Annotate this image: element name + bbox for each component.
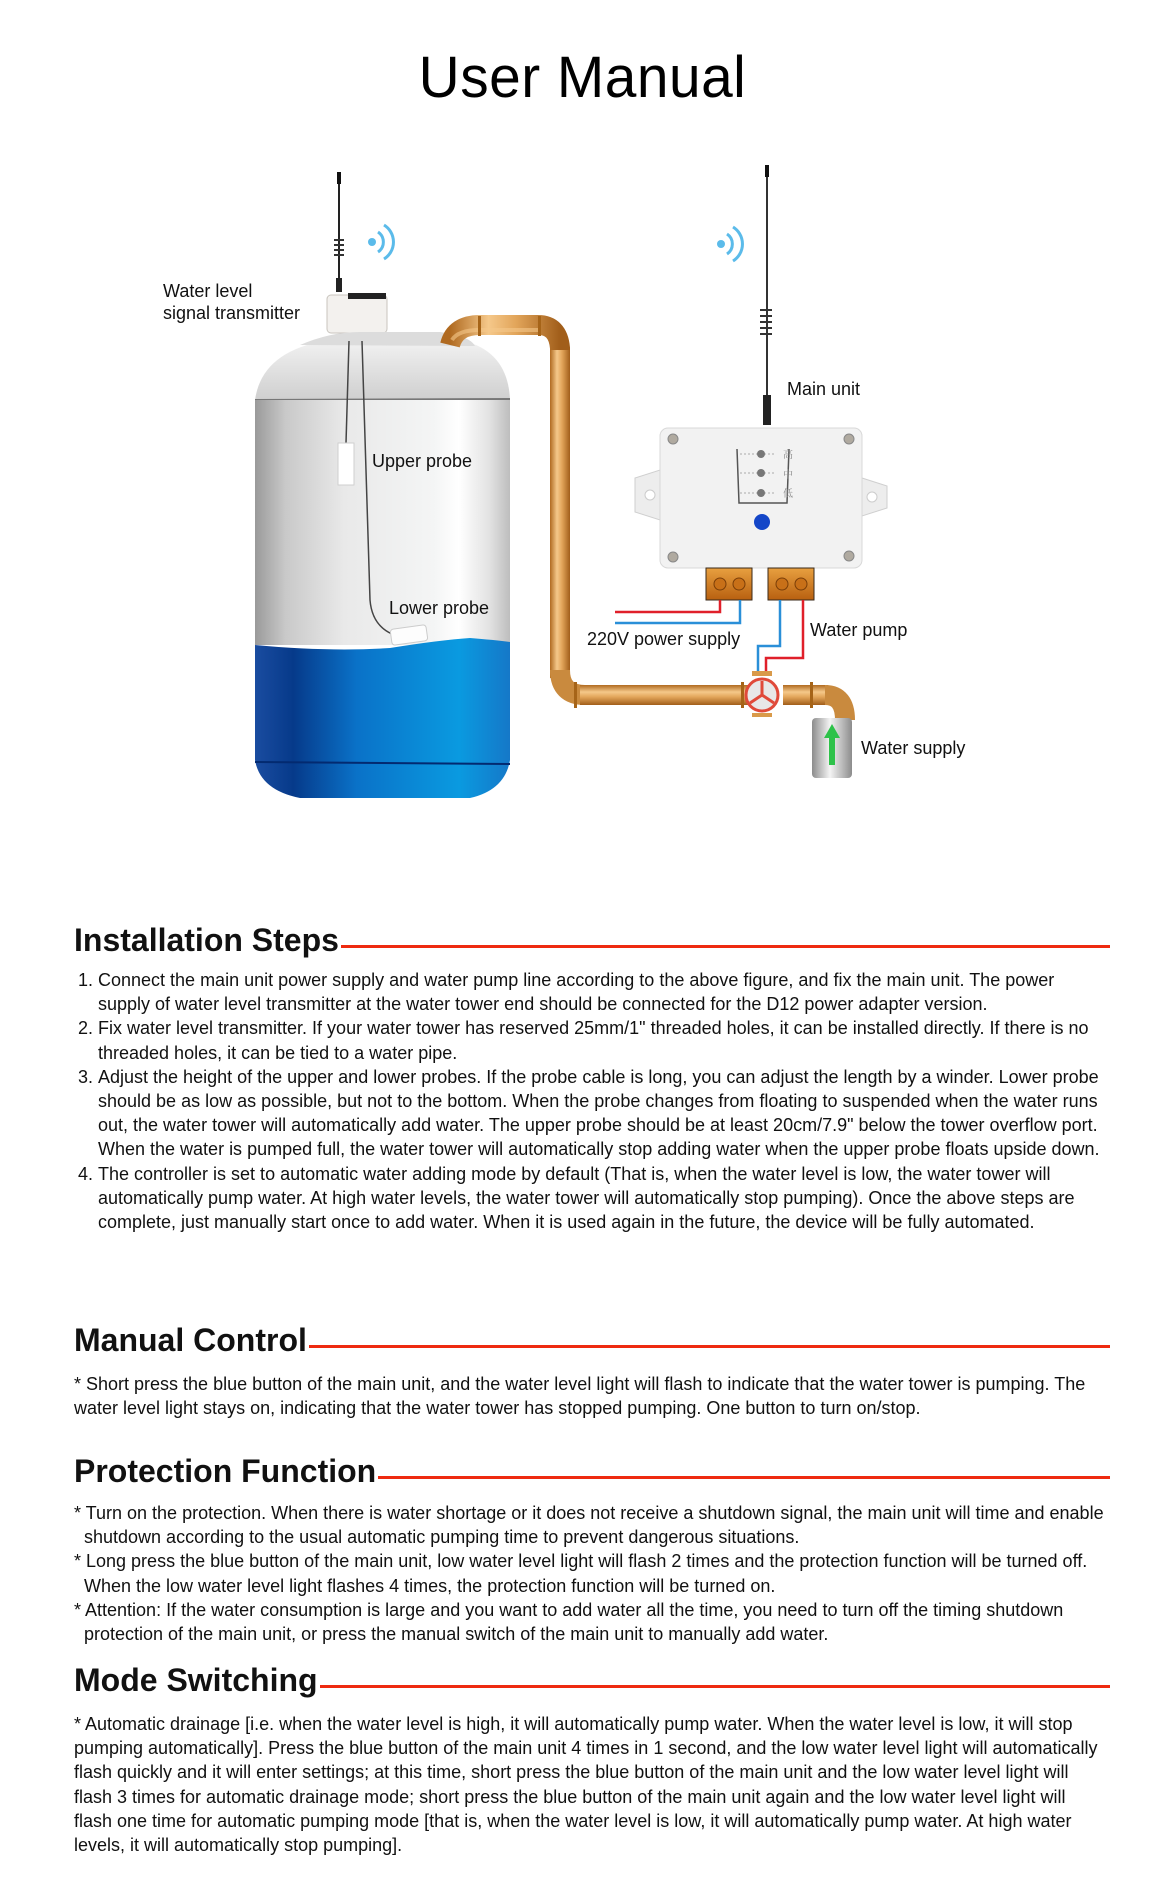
manual-control-text: * Short press the blue button of the main unit, and the water level light will flash to indicate that the water tower is pumping. The water level light stays on, indicating that the water tower has stopped pumping. One button to turn on/stop. (74, 1374, 1086, 1419)
indicator-low-label: 低 (783, 489, 793, 500)
step-number: 3. (78, 1066, 94, 1087)
label-water-supply: Water supply (861, 738, 966, 758)
section-mode-switching (74, 1658, 1104, 1857)
list-item (74, 968, 1104, 1016)
list-item (74, 1065, 1104, 1162)
installation-steps-list (74, 968, 1104, 1234)
diagram-illustration (0, 150, 1165, 800)
label-main-unit: Main unit (787, 379, 861, 399)
list-item: * Long press the blue button of the main unit, low water level light will flash 2 times and the protection function will be turned off. When the low water level light flashes 4 times, the protection function will be turned on. (74, 1551, 1088, 1596)
label-transmitter-line1: Water level (163, 281, 253, 301)
step-text: Connect the main unit power supply and water pump line according to the above figure, and fix the main unit. The power supply of water level transmitter at the water tower end should be connected for the D12 power adapter version. (98, 970, 1055, 1015)
step-number: 2. (78, 1018, 94, 1039)
section-header (74, 1449, 1104, 1489)
section-divider (341, 945, 1110, 948)
label-transmitter-line2: signal transmitter (163, 303, 301, 323)
step-number: 4. (78, 1163, 94, 1184)
label-water-pump: Water pump (810, 620, 908, 640)
section-divider (378, 1476, 1110, 1479)
section-header (74, 1318, 1104, 1358)
mode-switching-text: * Automatic drainage [i.e. when the water level is high, it will automatically pump water. When the water level is low, it will stop pumping automatically]. Press the blue button of the main unit 4 times in 1 second, and the low water level light will automatically flash quickly and it will enter settings; at this time, short press the blue button of the main unit and the low water level light will flash 3 times for automatic drainage mode; short press the blue button of the main unit again and the low water level light will flash one time for automatic pumping mode [that is, when the water level is low, it will automatically pump water. At high water levels, it will automatically stop pumping]. (74, 1714, 1098, 1856)
section-header (74, 1658, 1104, 1698)
section-divider (320, 1685, 1110, 1688)
step-text: Adjust the height of the upper and lower probes. If the probe cable is long, you can adjust the length by a winder. Lower probe should be as low as possible, but not to the bottom. When the probe changes from floating to suspended when the water runs out, the water tower will automatically add water. The upper probe should be at least 20cm/7.9" below the tower overflow port. When the water is pumped full, the water tower will automatically stop adding water when the upper probe floats upside down. (98, 1066, 1100, 1160)
section-protection (74, 1449, 1104, 1646)
list-item (74, 1162, 1104, 1235)
list-item: * Turn on the protection. When there is water shortage or it does not receive a shutdown signal, the main unit will time and enable shutdown according to the usual automatic pumping time to prevent dangerous situations. (74, 1503, 1104, 1548)
section-header (74, 918, 1104, 958)
protection-bullets (74, 1501, 1104, 1646)
section-title: Protection Function (74, 1453, 377, 1489)
label-upper-probe: Upper probe (372, 451, 473, 471)
section-manual-control (74, 1318, 1104, 1420)
step-number: 1. (78, 970, 94, 990)
list-item (74, 1016, 1104, 1064)
section-title: Mode Switching (74, 1662, 318, 1698)
label-transmitter (163, 280, 300, 324)
section-divider (309, 1345, 1110, 1348)
page-title: User Manual (418, 45, 747, 110)
section-installation (74, 918, 1104, 1234)
label-lower-probe: Lower probe (389, 598, 490, 618)
section-title: Installation Steps (74, 922, 339, 958)
label-power-supply: 220V power supply (587, 629, 741, 649)
list-item: * Attention: If the water consumption is large and you want to add water all the time, you need to turn off the timing shutdown protection of the main unit, or press the manual switch of the main unit to manually add water. (74, 1599, 1064, 1645)
indicator-mid-label: 中 (783, 470, 793, 481)
step-text: The controller is set to automatic water adding mode by default (That is, when the water level is low, the water tower will automatically pump water. At high water levels, the water tower will automatically stop pumping). Once the above steps are complete, just manually start once to add water. When it is used again in the future, the device will be fully automated. (98, 1163, 1075, 1233)
section-title: Manual Control (74, 1322, 307, 1358)
installation-diagram (0, 150, 1165, 800)
indicator-high-label: 高 (783, 450, 793, 461)
step-text: Fix water level transmitter. If your water tower has reserved 25mm/1" threaded holes, it can be installed directly. If there is no threaded holes, it can be tied to a water pipe. (98, 1018, 1089, 1063)
